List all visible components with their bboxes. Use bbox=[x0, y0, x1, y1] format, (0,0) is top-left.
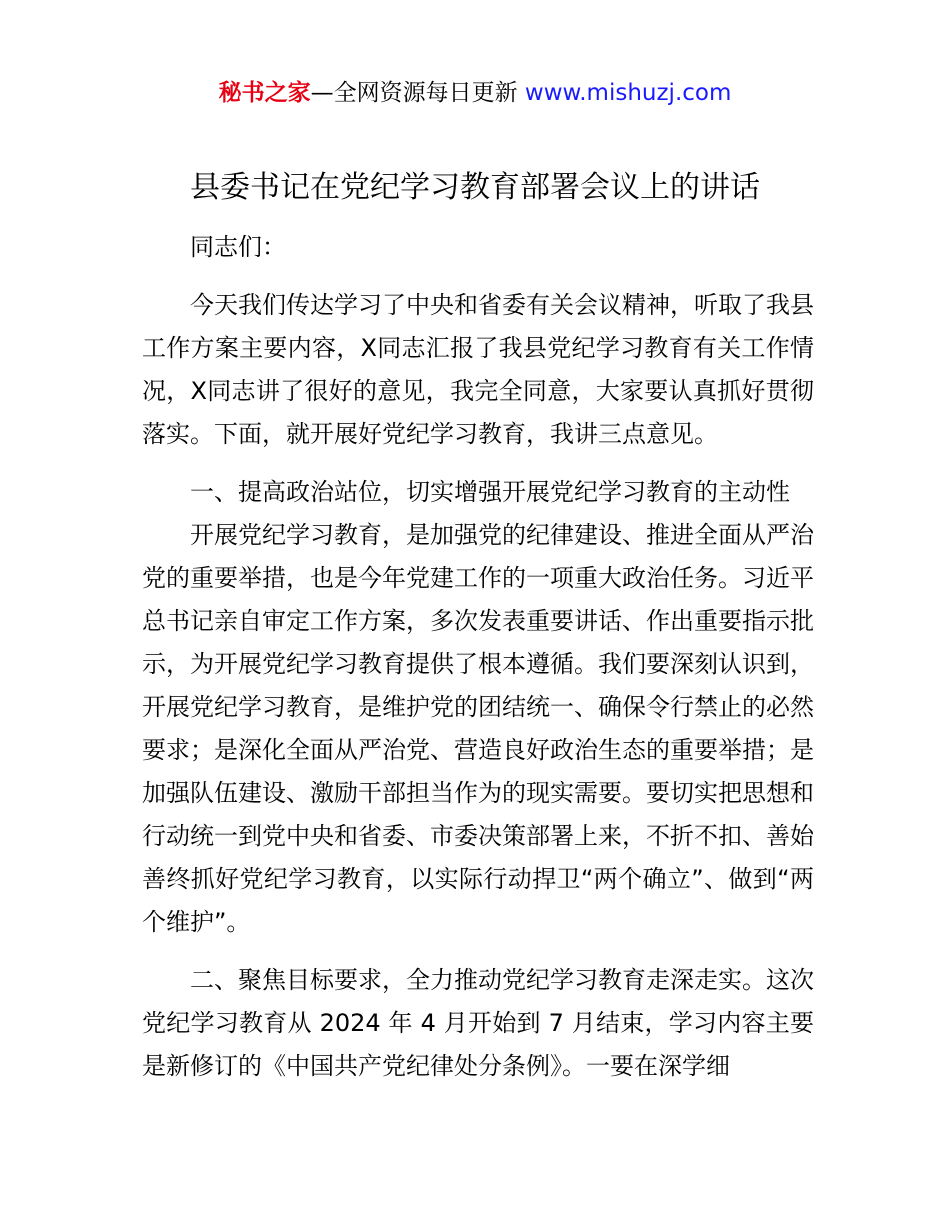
document-title: 县委书记在党纪学习教育部署会议上的讲话 bbox=[190, 170, 760, 205]
paragraph-section-one: 开展党纪学习教育，是加强党的纪律建设、推进全面从严治党的重要举措，也是今年党建工作的一项重大政治任务。习近平总书记亲自审定工作方案，多次发表重要讲话、作出重要指示批示，为开展党纪学习教育提供了根本遵循。我们要深刻认识到，开展党纪学习教育，是维护党的团结统一、确保令行禁止的必然要求；是深化全面从严治党、营造良好政治生态的重要举措；是加强队伍建设、激励干部担当作为的现实需要。要切实把思想和行动统一到党中央和省委、市委决策部署上来，不折不扣、善始善终抓好党纪学习教育，以实际行动捍卫“两个确立”、做到“两个维护”。 bbox=[142, 521, 814, 936]
section-heading-one: 一、提高政治站位，切实增强开展党纪学习教育的主动性 bbox=[190, 478, 790, 506]
paragraph-intro: 今天我们传达学习了中央和省委有关会议精神，听取了我县工作方案主要内容，X同志汇报了我县党纪学习教育有关工作情况，X同志讲了很好的意见，我完全同意，大家要认真抓好贯彻落实。下面，就开展好党纪学习教育，我讲三点意见。 bbox=[142, 291, 814, 448]
site-tagline: —全网资源每日更新 bbox=[310, 80, 525, 106]
document-body bbox=[142, 226, 814, 1103]
site-url-link[interactable]: www.mishuzj.com bbox=[524, 80, 732, 106]
salutation: 同志们： bbox=[190, 233, 286, 261]
paragraph-section-two: 二、聚焦目标要求，全力推动党纪学习教育走深走实。这次党纪学习教育从 2024 年 4 月开始到 7 月结束，学习内容主要是新修订的《中国共产党纪律处分条例》。一要在深学细 bbox=[142, 966, 814, 1080]
site-header bbox=[0, 76, 950, 110]
site-name: 秘书之家 bbox=[218, 80, 311, 106]
